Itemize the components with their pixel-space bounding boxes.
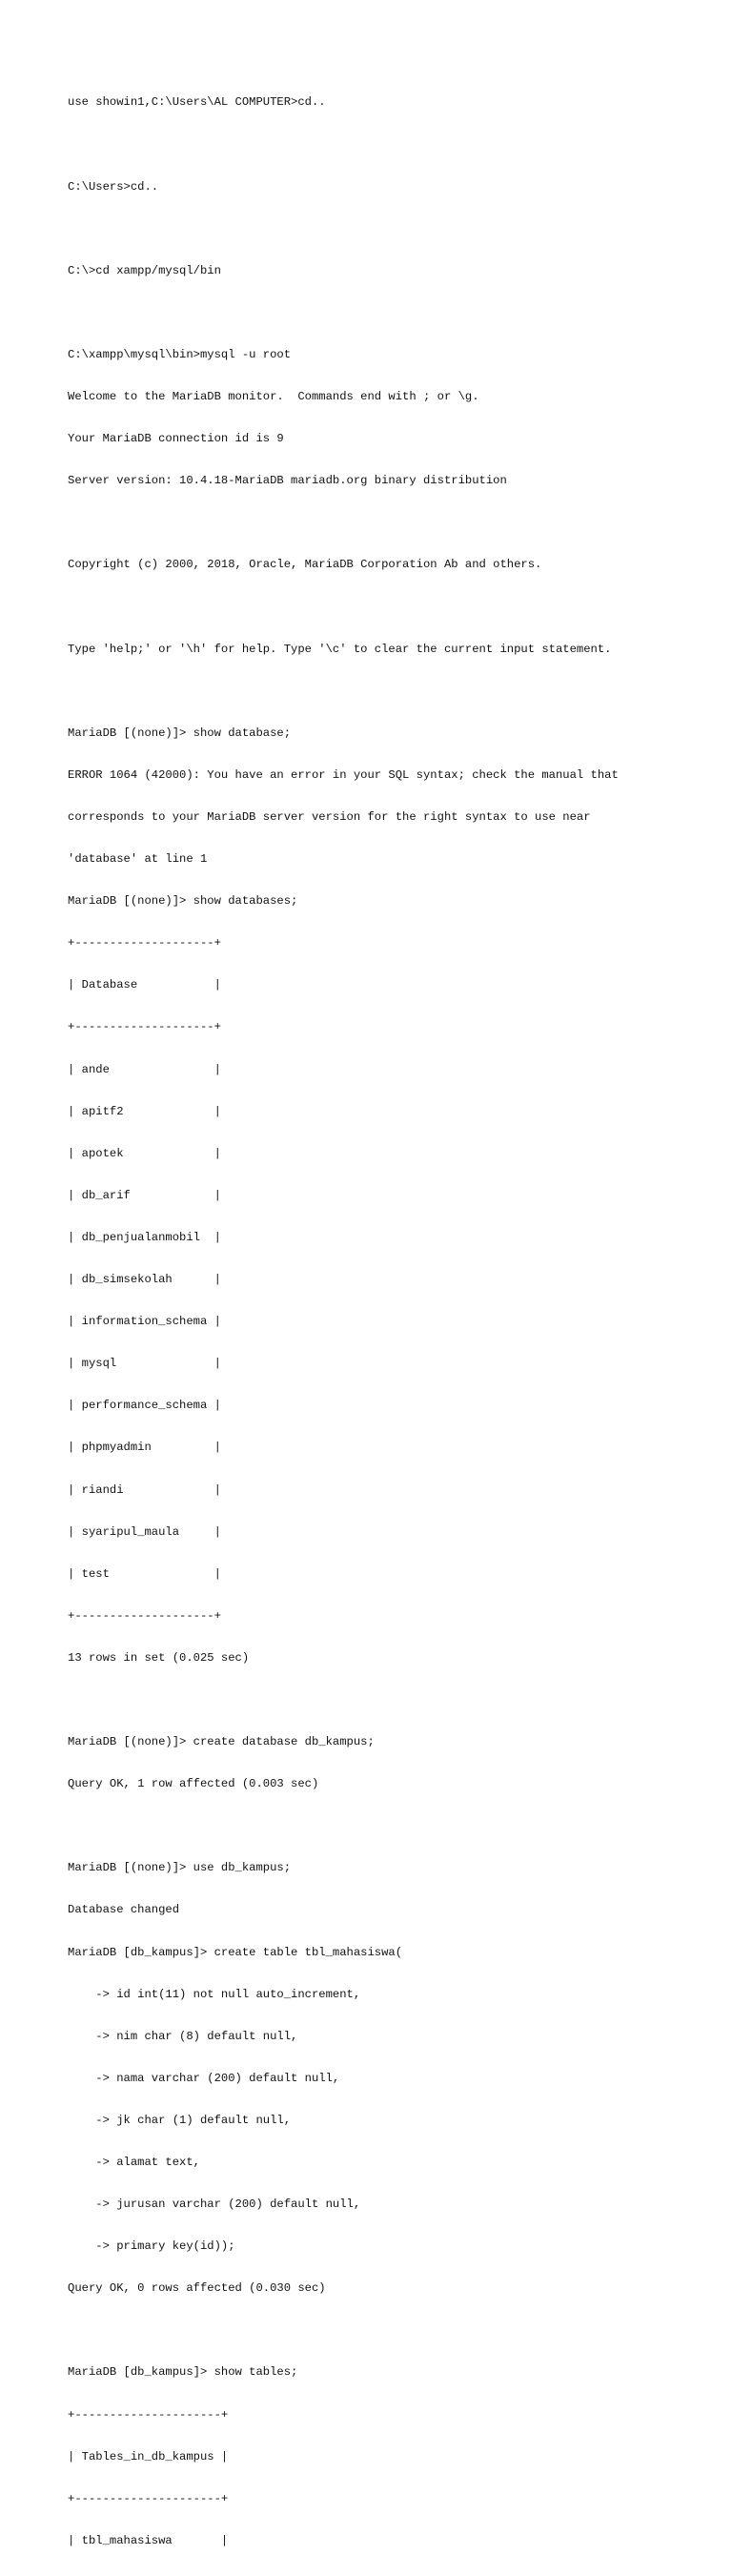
text-line: Database changed	[68, 1903, 180, 1917]
text-line: Query OK, 1 row affected (0.003 sec)	[68, 1777, 319, 1791]
text-line: +---------------------+	[68, 2407, 229, 2422]
text-line: Welcome to the MariaDB monitor. Commands end with ; or \g.	[68, 390, 479, 404]
text-line: | db_simsekolah |	[68, 1273, 221, 1287]
text-line: | riandi |	[68, 1482, 221, 1497]
text-line: MariaDB [(none)]> show databases;	[68, 894, 298, 909]
text-line: +--------------------+	[68, 1608, 221, 1623]
text-line: Your MariaDB connection id is 9	[68, 432, 284, 446]
text-line: -> nama varchar (200) default null,	[68, 2071, 340, 2085]
text-line: | tbl_mahasiswa |	[68, 2533, 229, 2547]
text-line: Server version: 10.4.18-MariaDB mariadb.org binary distribution	[68, 474, 507, 488]
text-line: corresponds to your MariaDB server version for the right syntax to use near	[68, 810, 591, 824]
text-line	[68, 222, 619, 236]
text-line: MariaDB [db_kampus]> create table tbl_mahasiswa(	[68, 1945, 403, 1959]
text-line: | syaripul_maula |	[68, 1524, 221, 1539]
text-line: Query OK, 0 rows affected (0.030 sec)	[68, 2281, 326, 2296]
text-line	[68, 1693, 619, 1707]
terminal-transcript	[68, 68, 619, 2576]
text-line: +--------------------+	[68, 936, 221, 951]
text-line: -> primary key(id));	[68, 2239, 235, 2254]
text-line: MariaDB [(none)]> create database db_kampus;	[68, 1735, 375, 1749]
text-line: | ande |	[68, 1062, 221, 1076]
text-line	[68, 516, 619, 530]
text-line	[68, 685, 619, 699]
text-line: MariaDB [db_kampus]> show tables;	[68, 2365, 298, 2380]
text-line	[68, 2323, 619, 2338]
text-line: MariaDB [(none)]> show database;	[68, 726, 292, 740]
text-line: -> nim char (8) default null,	[68, 2029, 298, 2043]
text-line: | db_arif |	[68, 1188, 221, 1202]
text-line: -> id int(11) not null auto_increment,	[68, 1987, 361, 2001]
text-line: 'database' at line 1	[68, 852, 208, 867]
text-line: | information_schema |	[68, 1315, 221, 1329]
text-line: | Database |	[68, 978, 221, 992]
text-line: -> jk char (1) default null,	[68, 2113, 292, 2127]
text-line: -> jurusan varchar (200) default null,	[68, 2198, 361, 2212]
text-line: use showin1,C:\Users\AL COMPUTER>cd..	[68, 95, 326, 110]
text-line	[68, 1819, 619, 1833]
text-line: -> alamat text,	[68, 2156, 200, 2169]
text-line: | db_penjualanmobil |	[68, 1230, 221, 1244]
text-line	[68, 601, 619, 615]
text-line	[68, 306, 619, 320]
text-line: +--------------------+	[68, 1020, 221, 1034]
text-line: 13 rows in set (0.025 sec)	[68, 1650, 250, 1665]
text-line: | apitf2 |	[68, 1104, 221, 1118]
text-line: C:\xampp\mysql\bin>mysql -u root	[68, 347, 292, 361]
text-line: Copyright (c) 2000, 2018, Oracle, MariaDB Corporation Ab and others.	[68, 558, 542, 572]
text-line: +---------------------+	[68, 2491, 229, 2505]
text-line: | mysql |	[68, 1357, 221, 1371]
text-line: | apotek |	[68, 1146, 221, 1160]
text-line: ERROR 1064 (42000): You have an error in your SQL syntax; check the manual that	[68, 767, 619, 782]
text-line: C:\Users>cd..	[68, 179, 159, 194]
text-line: | phpmyadmin |	[68, 1441, 221, 1455]
text-line: Type 'help;' or '\h' for help. Type '\c' to clear the current input statement.	[68, 642, 612, 656]
text-line: | performance_schema |	[68, 1399, 221, 1413]
text-line: | Tables_in_db_kampus |	[68, 2449, 229, 2464]
text-line: C:\>cd xampp/mysql/bin	[68, 263, 221, 277]
text-line: MariaDB [(none)]> use db_kampus;	[68, 1861, 292, 1875]
text-line	[68, 138, 619, 153]
text-line: | test |	[68, 1566, 221, 1581]
